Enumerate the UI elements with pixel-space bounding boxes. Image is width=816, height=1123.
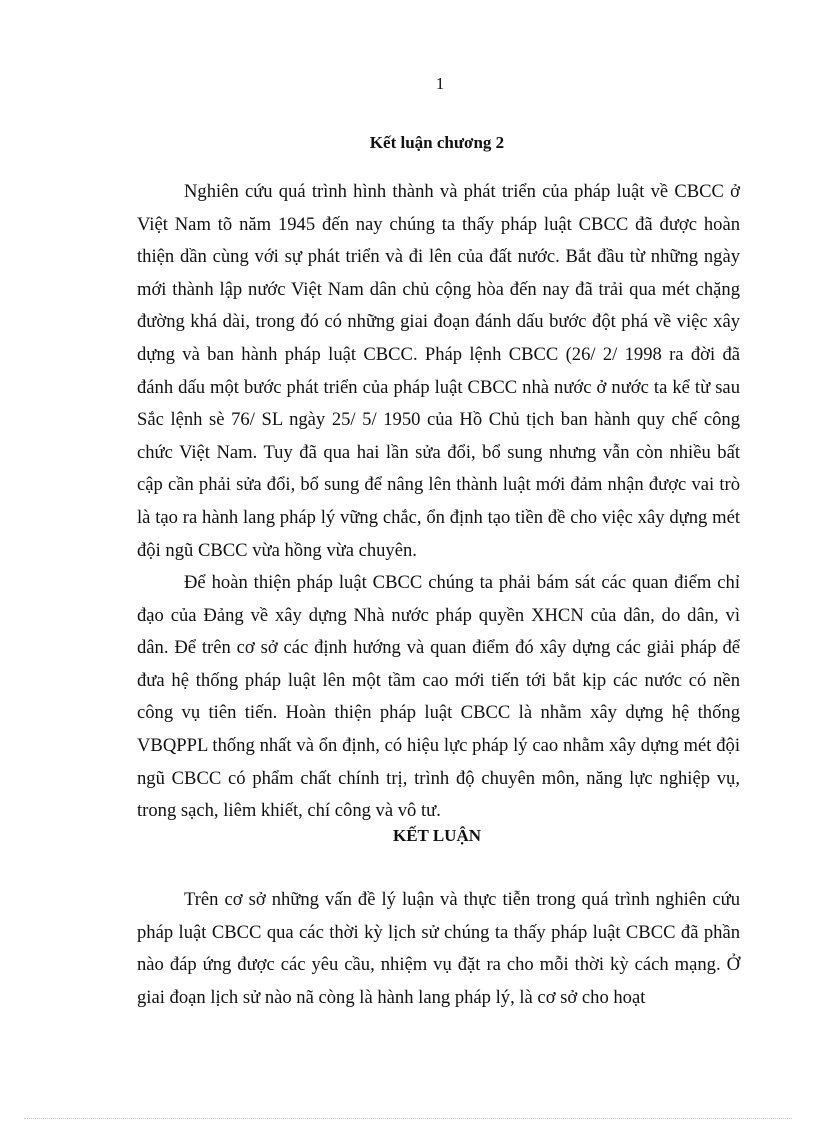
chapter-conclusion-paragraph-1: Nghiên cứu quá trình hình thành và phát triển của pháp luật về CBCC ở Việt Nam tõ năm 1945 đến nay chúng ta thấy pháp luật CBCC đã được hoàn thiện dần cùng với sự phát triển và đi lên của đất nước. Bắt đầu từ những ngày mới thành lập nước Việt Nam dân chủ cộng hòa đến nay đã trải qua mét chặng đường khá dài, trong đó có những giai đoạn đánh dấu bước đột phá về việc xây dựng và ban hành pháp luật CBCC. Pháp lệnh CBCC (26/ 2/ 1998 ra đời đã đánh dấu một bước phát triển của pháp luật CBCC nhà nước ở nước ta kể từ sau Sắc lệnh sè 76/ SL ngày 25/ 5/ 1950 của Hồ Chủ tịch ban hành quy chế công chức Việt Nam. Tuy đã qua hai lần sửa đổi, bổ sung nhưng vẫn còn nhiều bất cập cần phải sửa đổi, bổ sung để nâng lên thành luật mới đảm nhận được vai trò là tạo ra hành lang pháp lý vững chắc, ổn định tạo tiền đề cho việc xây dựng mét đội ngũ CBCC vừa hồng vừa chuyên. xyxy=(137,181,740,561)
page-number: 1 xyxy=(435,74,445,93)
conclusion-heading: KẾT LUẬN xyxy=(392,826,481,845)
chapter-conclusion-heading: Kết luận chương 2 xyxy=(369,133,505,152)
page-bottom-divider xyxy=(24,1118,792,1119)
chapter-conclusion-paragraph-2: Để hoàn thiện pháp luật CBCC chúng ta phải bám sát các quan điểm chỉ đạo của Đảng về xây dựng Nhà nước pháp quyền XHCN của dân, do dân, vì dân. Để trên cơ sở các định hướng và quan điểm đó xây dựng các giải pháp để đưa hệ thống pháp luật lên một tầm cao mới tiến tới bắt kịp các nước có nền công vụ tiên tiến. Hoàn thiện pháp luật CBCC là nhằm xây dựng hệ thống VBQPPL thống nhất và ổn định, có hiệu lực pháp lý cao nhằm xây dựng mét đội ngũ CBCC có phẩm chất chính trị, trình độ chuyên môn, năng lực nghiệp vụ, trong sạch, liêm khiết, chí công và vô tư. xyxy=(137,572,740,822)
conclusion-paragraph-1: Trên cơ sở những vấn đề lý luận và thực tiễn trong quá trình nghiên cứu pháp luật CBCC qua các thời kỳ lịch sử chúng ta thấy pháp luật CBCC đã phần nào đáp ứng được các yêu cầu, nhiệm vụ đặt ra cho mỗi thời kỳ cách mạng. Ở giai đoạn lịch sử nào nã còng là hành lang pháp lý, là cơ sở cho hoạt xyxy=(137,889,740,1008)
